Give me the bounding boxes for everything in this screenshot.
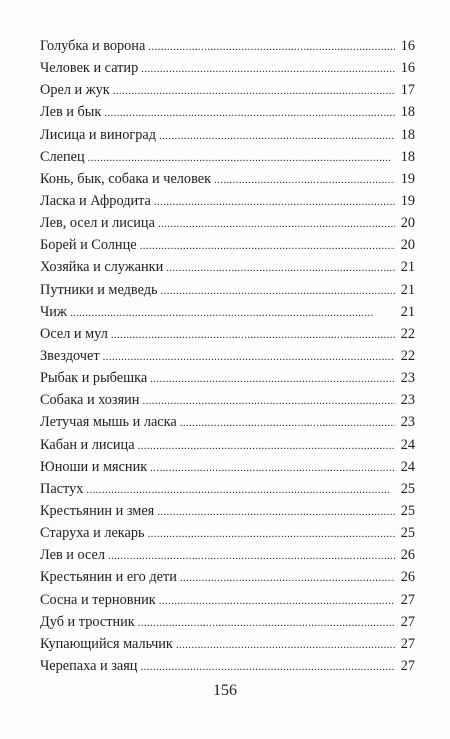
toc-entry [40,633,415,655]
toc-entry-title: Старуха и лекарь [40,525,145,542]
toc-entry-title: Лисица и виноград [40,126,156,143]
dot-leader [159,124,395,146]
toc-entry-page: 16 [400,60,415,77]
toc-entry-page: 24 [400,458,415,475]
toc-entry-page: 27 [400,591,415,608]
toc-entry [40,35,415,57]
toc-entry [40,345,415,367]
toc-entry-title: Ласка и Афродита [40,192,151,209]
toc-entry [40,323,415,345]
toc-entry-page: 26 [400,569,415,586]
dot-leader [70,301,395,323]
toc-entry-page: 23 [400,414,415,431]
toc-entry-title: Пастух [40,480,84,497]
page-number: 156 [213,682,237,699]
dot-leader [157,500,395,522]
toc-entry-title: Крестьянин и змея [40,502,155,519]
dot-leader [180,566,395,588]
toc-entry-title: Чиж [40,303,67,320]
toc-entry-title: Путники и медведь [40,281,158,298]
toc-entry-page: 25 [400,502,415,519]
dot-leader [166,256,395,278]
dot-leader [176,633,395,655]
toc-entry [40,124,415,146]
dot-leader [214,168,395,190]
toc-entry-page: 21 [400,303,415,320]
toc-entry [40,500,415,522]
toc-entry [40,146,415,168]
toc-entry [40,522,415,544]
dot-leader [140,234,395,256]
dot-leader [148,522,395,544]
toc-entry-title: Звездочет [40,347,100,364]
toc-entry-title: Кабан и лисица [40,436,135,453]
toc-entry-page: 20 [400,237,415,254]
dot-leader [148,35,395,57]
toc-entry-title: Лев и осел [40,547,105,564]
dot-leader [180,411,395,433]
toc-entry-title: Крестьянин и его дети [40,569,177,586]
toc-entry-page: 20 [400,215,415,232]
toc-entry [40,389,415,411]
toc-entry-page: 27 [400,635,415,652]
toc-entry-page: 18 [400,148,415,165]
dot-leader [154,190,395,212]
dot-leader [158,212,395,234]
toc-entry-page: 21 [400,281,415,298]
toc-entry-title: Рыбак и рыбешка [40,370,148,387]
toc-entry-page: 19 [400,170,415,187]
toc-entry-page: 22 [400,347,415,364]
toc-entry-page: 16 [400,38,415,54]
toc-entry [40,478,415,500]
toc-entry [40,434,415,456]
toc-entry-title: Купающийся мальчик [40,635,173,652]
toc-entry-page: 24 [400,436,415,453]
dot-leader [111,323,395,345]
toc-entry [40,190,415,212]
toc-entry-title: Лев и бык [40,104,102,121]
toc-entry [40,57,415,79]
dot-leader [88,146,395,168]
dot-leader [86,478,395,500]
toc-entry-page: 17 [400,82,415,99]
toc-entry [40,168,415,190]
toc-entry [40,544,415,566]
toc-entry-title: Юноши и мясник [40,458,148,475]
toc-entry-title: Черепаха и заяц [40,657,138,674]
toc-entry-page: 27 [400,613,415,630]
toc-entry-page: 25 [400,525,415,542]
toc-entry-title: Голубка и ворона [40,38,146,54]
toc-entry-title: Дуб и тростник [40,613,135,630]
toc-entry-page: 27 [400,657,415,674]
dot-leader [141,57,395,79]
toc-entry-title: Осел и мул [40,325,108,342]
toc-entry-title: Собака и хозяин [40,392,140,409]
toc-entry-page: 25 [400,480,415,497]
toc-entry [40,79,415,101]
toc-entry-page: 26 [400,547,415,564]
toc-entry-page: 22 [400,325,415,342]
dot-leader [108,544,395,566]
toc-entry-title: Человек и сатир [40,60,139,77]
toc-entry [40,101,415,123]
dot-leader [104,101,395,123]
dot-leader [159,589,395,611]
dot-leader [140,655,395,677]
toc-entry-page: 21 [400,259,415,276]
dot-leader [150,367,395,389]
toc-entry-title: Лев, осел и лисица [40,215,155,232]
dot-leader [138,434,395,456]
toc-entry-title: Летучая мышь и ласка [40,414,177,431]
toc-entry [40,256,415,278]
toc-entry-page: 18 [400,104,415,121]
toc-entry-title: Орел и жук [40,82,110,99]
toc-entry [40,301,415,323]
toc-entry [40,589,415,611]
dot-leader [150,456,395,478]
toc-entry-title: Борей и Солнце [40,237,137,254]
toc-entry-title: Слепец [40,148,85,165]
dot-leader [142,389,395,411]
toc-entry [40,611,415,633]
toc-entry-title: Конь, бык, собака и человек [40,170,212,187]
toc-entry [40,367,415,389]
toc-entry-page: 19 [400,192,415,209]
toc-entry [40,456,415,478]
toc-entry [40,411,415,433]
dot-leader [103,345,395,367]
dot-leader [161,279,395,301]
toc-entry-page: 18 [400,126,415,143]
dot-leader [138,611,395,633]
toc-entry [40,566,415,588]
toc-entry [40,279,415,301]
toc-entry-title: Сосна и терновник [40,591,156,608]
dot-leader [113,79,395,101]
toc-entry-page: 23 [400,370,415,387]
toc-entry [40,212,415,234]
toc-entry [40,234,415,256]
toc-entry-page: 23 [400,392,415,409]
table-of-contents [40,35,415,677]
toc-entry-title: Хозяйка и служанки [40,259,164,276]
toc-entry [40,655,415,677]
